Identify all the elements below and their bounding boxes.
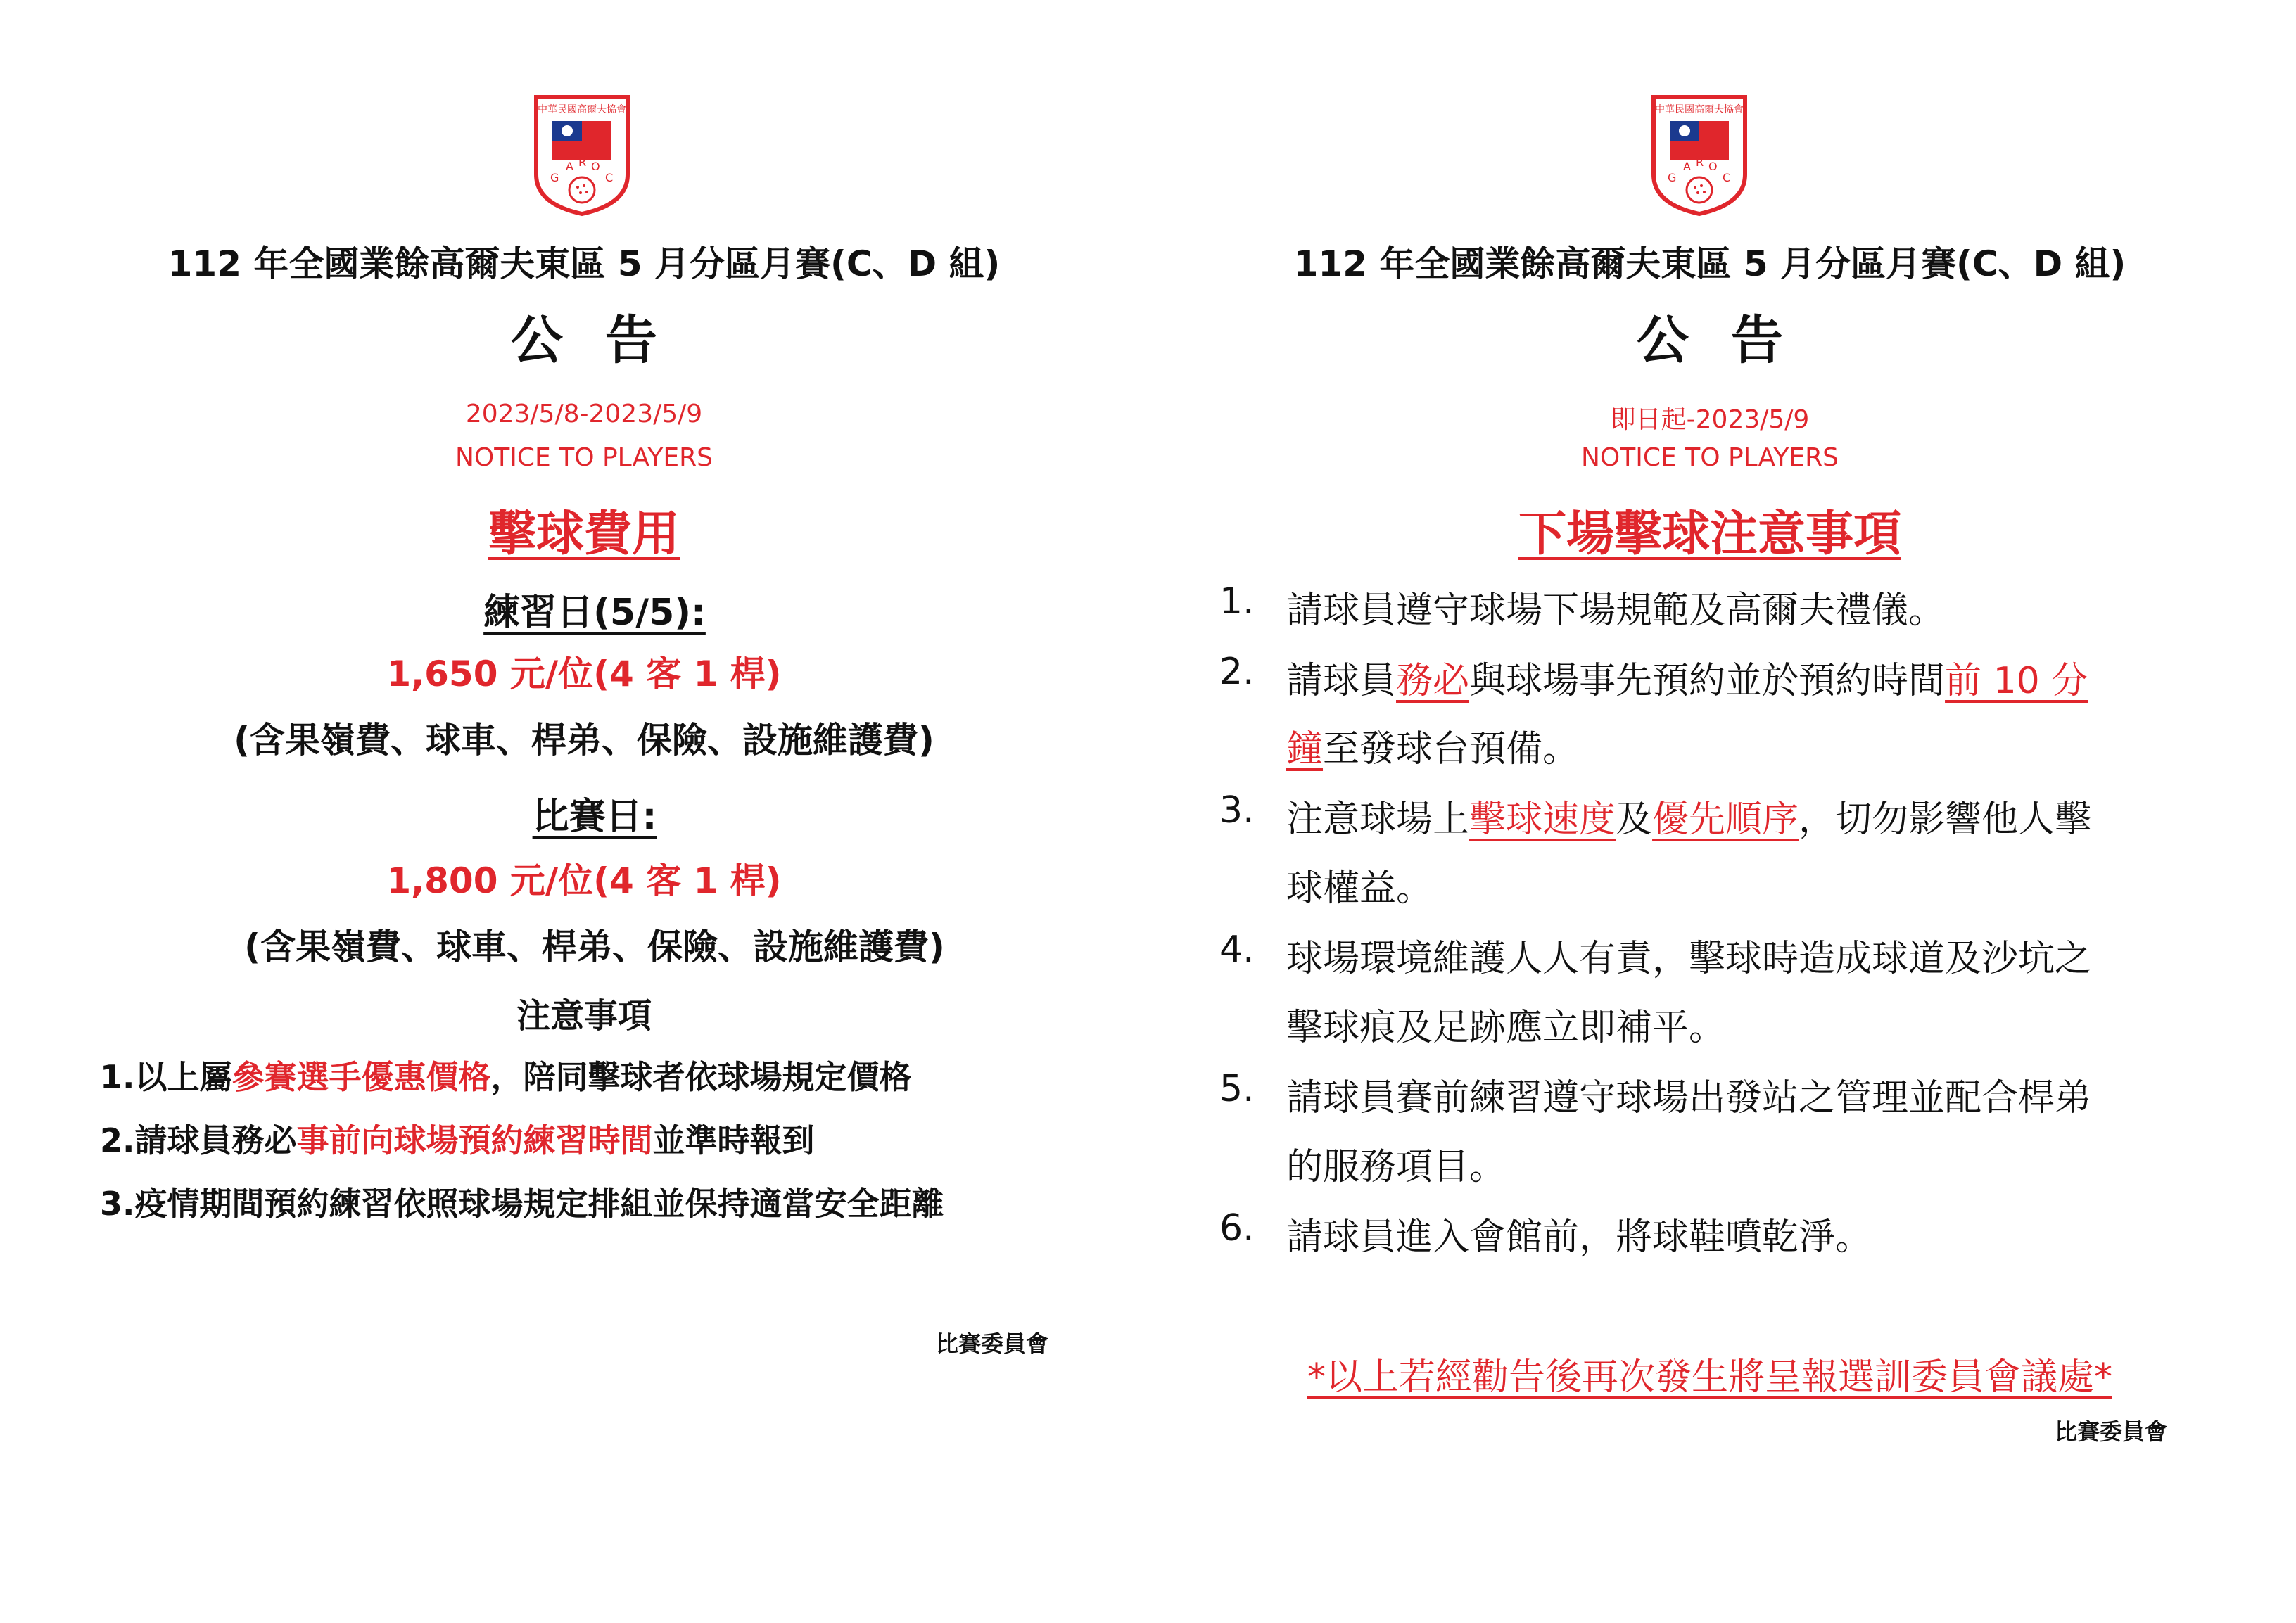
warning-text: *以上若經勸告後再次發生將呈報選訓委員會議處* xyxy=(1307,1356,2112,1399)
rule-2-number: 2. xyxy=(1219,651,1255,693)
note-1-part: 1.以上屬 xyxy=(100,1058,232,1096)
svg-text:G: G xyxy=(550,171,559,184)
rule-6-text: 請球員進入會館前，將球鞋噴乾淨。 xyxy=(1286,1216,1872,1259)
note-3: 3.疫情期間預約練習依照球場規定排組並保持適當安全距離 xyxy=(100,1185,944,1223)
svg-text:G: G xyxy=(1668,171,1677,184)
svg-text:O: O xyxy=(591,160,600,173)
rule-2-part: 請球員 xyxy=(1286,660,1397,702)
signature: 比賽委員會 xyxy=(936,1330,1049,1357)
page-title: 112 年全國業餘高爾夫東區 5 月分區月賽(C、D 組) xyxy=(1293,243,2126,284)
garoc-logo xyxy=(1647,91,1752,218)
signature: 比賽委員會 xyxy=(2055,1418,2168,1445)
note-2-highlight: 事前向球場預約練習時間 xyxy=(296,1121,653,1159)
note-2 xyxy=(100,1115,814,1161)
note-1 xyxy=(100,1052,911,1098)
rule-3-line-2: 球權益。 xyxy=(1286,867,1433,910)
svg-text:中華民國高爾夫協會: 中華民國高爾夫協會 xyxy=(1655,104,1744,115)
svg-text:A: A xyxy=(1683,160,1691,173)
rule-3-number: 3. xyxy=(1219,789,1255,832)
note-2-part: 2.請球員務必 xyxy=(100,1121,297,1159)
notice-to-players: NOTICE TO PLAYERS xyxy=(1581,443,1839,472)
practice-included-items: (含果嶺費、球車、桿弟、保險、設施維護費) xyxy=(234,720,934,760)
match-price: 1,800 元/位(4 客 1 桿) xyxy=(386,860,782,901)
svg-text:C: C xyxy=(605,171,614,184)
svg-text:C: C xyxy=(1723,171,1731,184)
practice-price: 1,650 元/位(4 客 1 桿) xyxy=(386,654,782,694)
announcement-heading: 公告 xyxy=(1637,310,1825,371)
rule-5-line-2: 的服務項目。 xyxy=(1286,1146,1507,1188)
notice-to-players: NOTICE TO PLAYERS xyxy=(455,443,713,472)
rules-heading: 下場擊球注意事項 xyxy=(1518,507,1901,562)
fee-heading: 擊球費用 xyxy=(488,507,680,562)
rule-2-highlight: 前 10 分 xyxy=(1945,660,2088,702)
rule-3-highlight: 擊球速度 xyxy=(1469,798,1616,841)
rule-6-number: 6. xyxy=(1219,1207,1255,1249)
rule-3-highlight: 優先順序 xyxy=(1652,798,1799,841)
page-title: 112 年全國業餘高爾夫東區 5 月分區月賽(C、D 組) xyxy=(167,243,1001,284)
rule-3-part: 及 xyxy=(1616,798,1653,841)
rule-3-part: ，切勿影響他人擊 xyxy=(1799,798,2092,841)
svg-text:R: R xyxy=(1696,155,1704,169)
note-1-part: ，陪同擊球者依球場規定價格 xyxy=(490,1058,912,1096)
notes-title: 注意事項 xyxy=(516,996,652,1036)
svg-text:O: O xyxy=(1708,160,1718,173)
svg-text:A: A xyxy=(566,160,573,173)
rule-3-line-1 xyxy=(1286,789,2091,842)
rule-4-line-2: 擊球痕及足跡應立即補平。 xyxy=(1286,1007,1726,1049)
rule-1-number: 1. xyxy=(1219,580,1255,623)
date-range: 2023/5/8-2023/5/9 xyxy=(465,400,703,428)
rule-5-number: 5. xyxy=(1219,1068,1255,1110)
date-range: 即日起-2023/5/9 xyxy=(1610,405,1810,434)
rule-1-text: 請球員遵守球場下場規範及高爾夫禮儀。 xyxy=(1286,590,1946,632)
match-included-items: (含果嶺費、球車、桿弟、保險、設施維護費) xyxy=(244,927,945,967)
practice-day-label: 練習日(5/5): xyxy=(483,592,706,634)
rule-4-number: 4. xyxy=(1219,929,1255,971)
rule-2-highlight: 鐘 xyxy=(1286,728,1324,770)
svg-text:R: R xyxy=(578,155,587,169)
match-day-label: 比賽日: xyxy=(532,796,657,838)
note-2-part: 並準時報到 xyxy=(652,1121,815,1159)
rule-3-part: 注意球場上 xyxy=(1286,798,1470,841)
rule-4-line-1: 球場環境維護人人有責，擊球時造成球道及沙坑之 xyxy=(1286,938,2092,980)
rule-5-line-1: 請球員賽前練習遵守球場出發站之管理並配合桿弟 xyxy=(1286,1077,2092,1119)
rule-2-highlight: 務必 xyxy=(1396,660,1470,702)
note-1-highlight: 參賽選手優惠價格 xyxy=(231,1058,491,1096)
rule-2-line-2 xyxy=(1286,719,1579,772)
announcement-heading: 公告 xyxy=(511,310,699,371)
svg-text:中華民國高爾夫協會: 中華民國高爾夫協會 xyxy=(538,104,626,115)
garoc-logo xyxy=(529,91,635,218)
rule-2-line-1 xyxy=(1286,651,2088,704)
rule-2-part: 至發球台預備。 xyxy=(1323,728,1580,770)
rule-2-part: 與球場事先預約並於預約時間 xyxy=(1469,660,1946,702)
